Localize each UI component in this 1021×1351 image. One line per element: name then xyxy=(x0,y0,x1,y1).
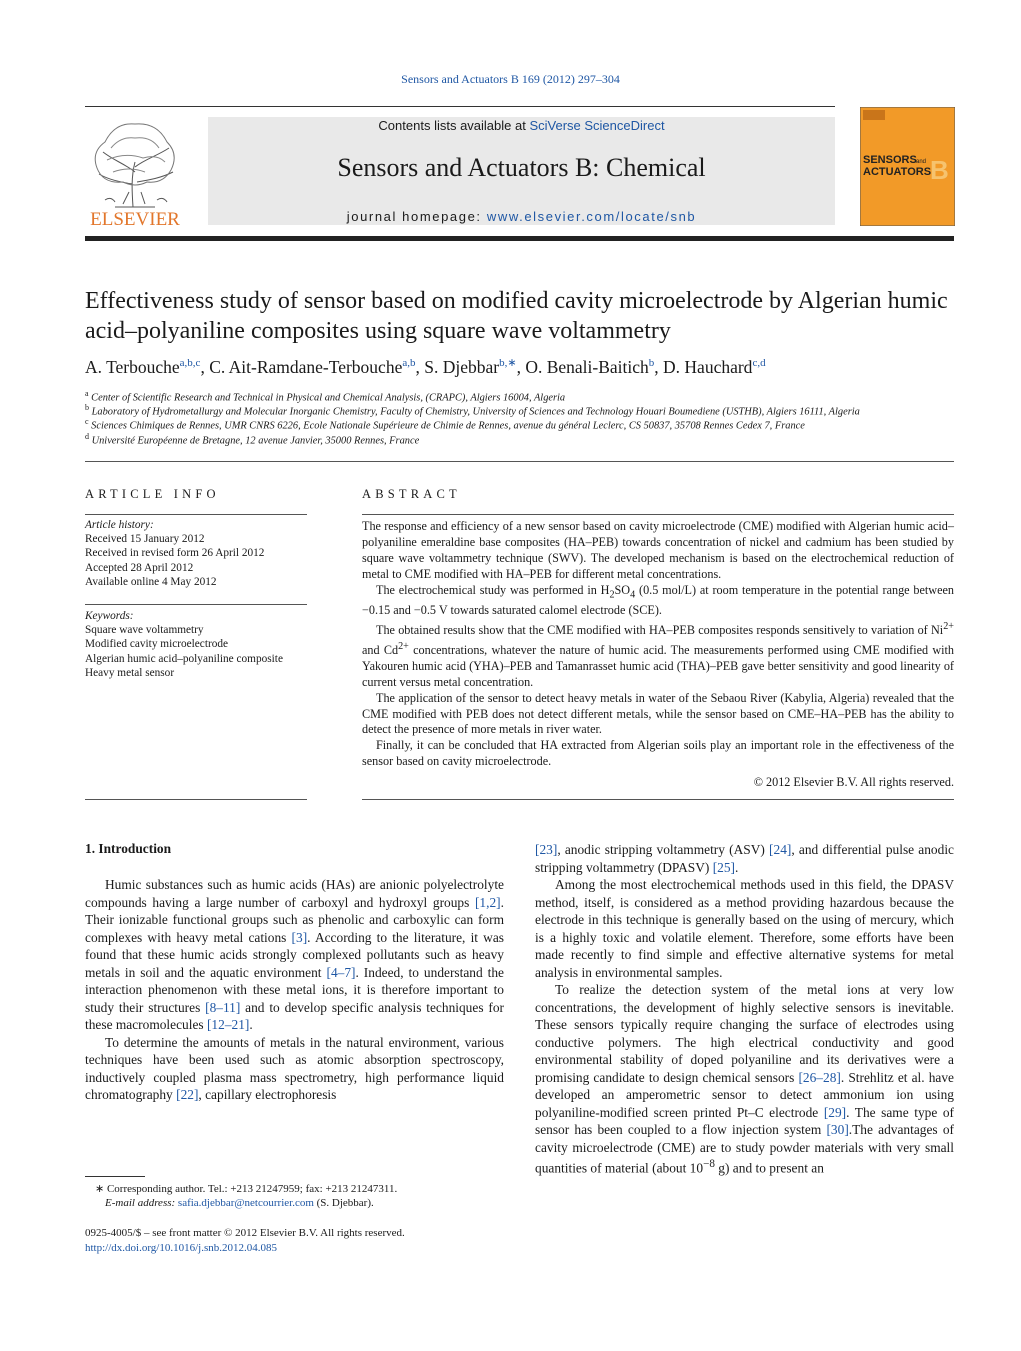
body-text: .The advantages of cavity microelectrode (CME) are to study powder materials with very small quantities of material (about 10 xyxy=(535,1122,954,1176)
sciencedirect-link[interactable]: SciVerse ScienceDirect xyxy=(529,118,665,133)
author-name: C. Ait-Ramdane-Terbouche xyxy=(209,356,403,377)
subscript: 4 xyxy=(630,589,636,601)
reference-link[interactable]: [12–21] xyxy=(206,1017,250,1032)
article-info-bottom-rule xyxy=(85,799,307,800)
front-matter-rule xyxy=(85,461,954,462)
body-text: . xyxy=(249,1017,253,1032)
homepage-line xyxy=(208,209,835,224)
abstract-paragraph: Finally, it can be concluded that HA extracted from Algerian soils play an important role in the effectiveness of the sensor based on cavity microelectrode. xyxy=(362,738,954,769)
affiliation-mark: c xyxy=(85,417,89,426)
author-separator: , xyxy=(200,356,210,377)
section-heading-introduction: 1. Introduction xyxy=(85,841,172,856)
elsevier-tree-logo[interactable] xyxy=(85,112,185,228)
history-item: Received in revised form 26 April 2012 xyxy=(85,547,265,560)
body-paragraph xyxy=(535,981,954,1177)
corresponding-author-footnote xyxy=(85,1182,505,1210)
history-label: Article history: xyxy=(85,519,154,531)
keywords-rule xyxy=(85,604,307,605)
body-text: . xyxy=(735,859,739,875)
author-list xyxy=(85,356,965,378)
article-info-rule xyxy=(85,514,307,515)
body-text: , capillary electrophoresis xyxy=(198,1087,337,1102)
abstract-rule xyxy=(362,514,954,515)
affiliation xyxy=(85,403,965,417)
keyword-item: Algerian humic acid–polyaniline composite xyxy=(85,652,283,665)
body-paragraph xyxy=(85,1034,504,1104)
keywords xyxy=(85,609,325,680)
affiliation xyxy=(85,389,965,403)
body-text: . The same type of sensor has been coupled to a flow injection system xyxy=(535,1104,954,1137)
affiliation-text: Université Européenne de Bretagne, 12 avenue Janvier, 35000 Rennes, France xyxy=(91,435,420,447)
keyword-item: Modified cavity microelectrode xyxy=(85,638,229,651)
journal-cover-thumbnail[interactable] xyxy=(860,107,955,226)
author-name: S. Djebbar xyxy=(424,356,500,377)
author-name: A. Terbouche xyxy=(85,356,180,377)
abstract-text: (0.5 mol/L) at room temperature in the potential range between −0.15 and −0.5 V towards saturated calomel electrode (SCE). xyxy=(362,582,955,617)
body-text: , anodic stripping voltammetry (ASV) xyxy=(557,842,770,857)
issn-block xyxy=(85,1226,505,1256)
body-text: . Strehlitz et al. have developed an amperometric sensor to detect ammonium ion using polyaniline-modified screen printed Pt–C electrode xyxy=(535,1069,955,1120)
abstract-text: and Cd xyxy=(362,642,399,657)
affiliation xyxy=(85,417,965,431)
abstract-paragraph: The response and efficiency of a new sensor based on cavity microelectrode (CME) modified with Algerian humic acid–polyaniline emeraldine base composites (HA–PEB) towards concentration of nickel and cadmium has been studied by square wave voltammetry technique (SWV). The developed mechanism is based on the electrochemical reduction of metal to CME modified with HA–PEB for different metal concentrations. xyxy=(362,519,954,581)
body-right-column xyxy=(535,841,954,1177)
reference-link[interactable]: [29] xyxy=(823,1104,847,1120)
issn-line: 0925-4005/$ – see front matter © 2012 Elsevier B.V. All rights reserved. xyxy=(85,1227,405,1239)
author-separator: , xyxy=(516,356,526,377)
corresponding-author-line: ∗ Corresponding author. Tel.: +213 21247959; fax: +213 21247311. xyxy=(95,1183,398,1195)
abstract-text: The obtained results show that the CME modified with HA–PEB composites responds sensitively to variation of Ni xyxy=(376,622,944,637)
affiliation-text: Center of Scientific Research and Technical in Physical and Chemical Analysis, (CRAPC), Algiers 16004, Algeria xyxy=(91,392,566,404)
history-item: Accepted 28 April 2012 xyxy=(85,561,194,574)
homepage-link[interactable]: www.elsevier.com/locate/snb xyxy=(486,209,697,224)
reference-link[interactable]: [22] xyxy=(176,1087,199,1102)
body-text: and to develop specific analysis techniques for these macromolecules xyxy=(85,999,504,1032)
article-title: Effectiveness study of sensor based on modified cavity microelectrode by Algerian humic acid–polyaniline composites using square wave voltammetry xyxy=(85,288,948,344)
cover-letter: B xyxy=(930,155,949,185)
author-affil-marks[interactable]: a,b,c xyxy=(179,357,201,369)
body-text: . Indeed, to understand the interaction phenomenon with these metal ions, it is therefore important to study their structures xyxy=(85,964,505,1015)
header-heavy-rule xyxy=(85,236,954,241)
author-separator: , xyxy=(654,356,664,377)
article-history xyxy=(85,518,325,589)
email-link[interactable]: safia.djebbar@netcourrier.com xyxy=(177,1197,314,1209)
affiliation-mark: d xyxy=(85,432,89,441)
journal-citation[interactable]: Sensors and Actuators B 169 (2012) 297–304 xyxy=(401,72,620,86)
reference-link[interactable]: [23] xyxy=(535,842,558,857)
homepage-prefix: journal homepage: xyxy=(346,209,487,224)
abstract-copyright: © 2012 Elsevier B.V. All rights reserved. xyxy=(753,775,954,789)
author-affil-marks[interactable]: a,b xyxy=(402,357,416,369)
keywords-label: Keywords: xyxy=(85,610,134,622)
abstract-body xyxy=(362,519,954,770)
journal-title: Sensors and Actuators B: Chemical xyxy=(337,153,706,182)
abstract-text: concentrations, whatever the nature of humic acid. The measurements performed using CME modified with Yakouren humic acid (YHA)–PEB and Tamanrasset humic acid (THA)–PEB gave better sensitivity and good linearity of current versus metal concentration. xyxy=(362,642,954,689)
body-text: Humic substances such as humic acids (HAs) are anionic polyelectrolyte compounds having a large number of carboxyl and hydroxyl groups xyxy=(85,877,504,910)
body-text: To realize the detection system of the metal ions at very low concentrations, the development of highly selective sensors is inevitable. These sensors typically require changing the surface of electrodes using conductive polymers. The high electrical conductivity and good environmental stability of doped polyaniline and its derivatives were a promising candidate to design chemical sensors xyxy=(535,982,954,1085)
body-text: . According to the literature, it was found that these humic acids strongly complexed pollutants such as heavy metals in soil and the aquatic environment xyxy=(85,929,504,980)
superscript: 2+ xyxy=(943,620,954,632)
abstract-paragraph xyxy=(362,619,954,691)
contents-line xyxy=(208,118,835,133)
body-text: . Their ionizable functional groups such as phenolic and carboxylic can form complexes with heavy metal cations xyxy=(85,894,504,945)
author-separator: , xyxy=(415,356,425,377)
email-label: E-mail address: xyxy=(105,1197,178,1209)
body-paragraph xyxy=(535,841,954,876)
reference-link[interactable]: [8–11] xyxy=(205,999,241,1015)
abstract-text: SO xyxy=(614,582,631,597)
email-suffix: (S. Djebbar). xyxy=(313,1197,374,1209)
abstract-bottom-rule xyxy=(362,799,954,800)
author-affil-marks[interactable]: c,d xyxy=(752,357,766,369)
superscript: 2+ xyxy=(398,640,409,652)
keyword-item: Heavy metal sensor xyxy=(85,666,175,679)
history-item: Received 15 January 2012 xyxy=(85,533,205,546)
abstract-paragraph xyxy=(362,583,954,619)
cover-and: and xyxy=(916,159,927,165)
author-name: D. Hauchard xyxy=(663,356,753,377)
superscript: −8 xyxy=(703,1158,715,1170)
reference-link[interactable]: [26–28] xyxy=(798,1069,841,1085)
abstract-text: The electrochemical study was performed in H xyxy=(376,582,610,597)
body-text: g) and to present an xyxy=(714,1160,824,1176)
abstract-heading: ABSTRACT xyxy=(362,487,461,501)
body-text: To determine the amounts of metals in the natural environment, various techniques have been used such as atomic absorption spectroscopy, inductively coupled plasma mass spectrometry, high performance liquid chromatography xyxy=(85,1034,504,1102)
author-affil-marks[interactable]: b xyxy=(648,357,655,369)
affiliation xyxy=(85,432,965,446)
body-paragraph xyxy=(85,876,504,1034)
reference-link[interactable]: [1,2] xyxy=(474,894,501,910)
affiliation-text: Sciences Chimiques de Rennes, UMR CNRS 6226, Ecole Nationale Supérieure de Chimie de Rennes, avenue du général Leclerc, CS 50837, 35708 Rennes Cedex 7, France xyxy=(91,420,805,432)
affiliation-text: Laboratory of Hydrometallurgy and Molecular Inorganic Chemistry, Faculty of Chemistry, University of Sciences and Technology Houari Boumediene (USTHB), Algiers 16111, Algeria xyxy=(91,406,860,418)
contents-prefix: Contents lists available at xyxy=(378,118,530,133)
abstract-paragraph: The application of the sensor to detect heavy metals in water of the Sebaou River (Kabylia, Algeria) revealed that the CME modified with PEB does not detect different metals, while the sensor based on CME–HA–PEB has the ability to detect the presence of more metals in river water. xyxy=(362,690,954,737)
affiliation-mark: a xyxy=(85,389,89,398)
author-affil-marks[interactable]: b,∗ xyxy=(499,357,517,369)
reference-link[interactable]: [30] xyxy=(826,1122,849,1137)
cover-title-line1: SENSORS xyxy=(863,154,917,166)
history-item: Available online 4 May 2012 xyxy=(85,575,217,588)
affiliation-mark: b xyxy=(85,403,89,412)
reference-link[interactable]: [4–7] xyxy=(326,964,356,980)
reference-link[interactable]: [25] xyxy=(712,859,735,875)
elsevier-logo-text: ELSEVIER xyxy=(90,209,180,228)
doi-link[interactable]: http://dx.doi.org/10.1016/j.snb.2012.04.085 xyxy=(85,1242,278,1254)
keyword-item: Square wave voltammetry xyxy=(85,624,204,637)
email-line xyxy=(85,1196,505,1210)
footnote-rule xyxy=(85,1176,145,1177)
article-info-heading: ARTICLE INFO xyxy=(85,487,220,501)
cover-title-line2: ACTUATORS xyxy=(863,166,932,178)
author-name: O. Benali-Baitich xyxy=(525,356,649,377)
reference-link[interactable]: [3] xyxy=(291,929,308,945)
body-left-column xyxy=(85,876,504,1104)
body-text: , and differential pulse anodic stripping voltammetry (DPASV) xyxy=(535,842,954,875)
subscript: 2 xyxy=(609,589,615,601)
body-paragraph: Among the most electrochemical methods used in this field, the DPASV method, itself, is considered as a method providing hazardous because the electrode in this technique is generally based on the using of mercury, which is a highly toxic and volatile element. Therefore, some efforts have been made recently to find simple and effective alternative systems for metal analysis in environmental samples. xyxy=(535,877,954,980)
header-top-rule xyxy=(85,106,835,107)
reference-link[interactable]: [24] xyxy=(769,842,792,857)
